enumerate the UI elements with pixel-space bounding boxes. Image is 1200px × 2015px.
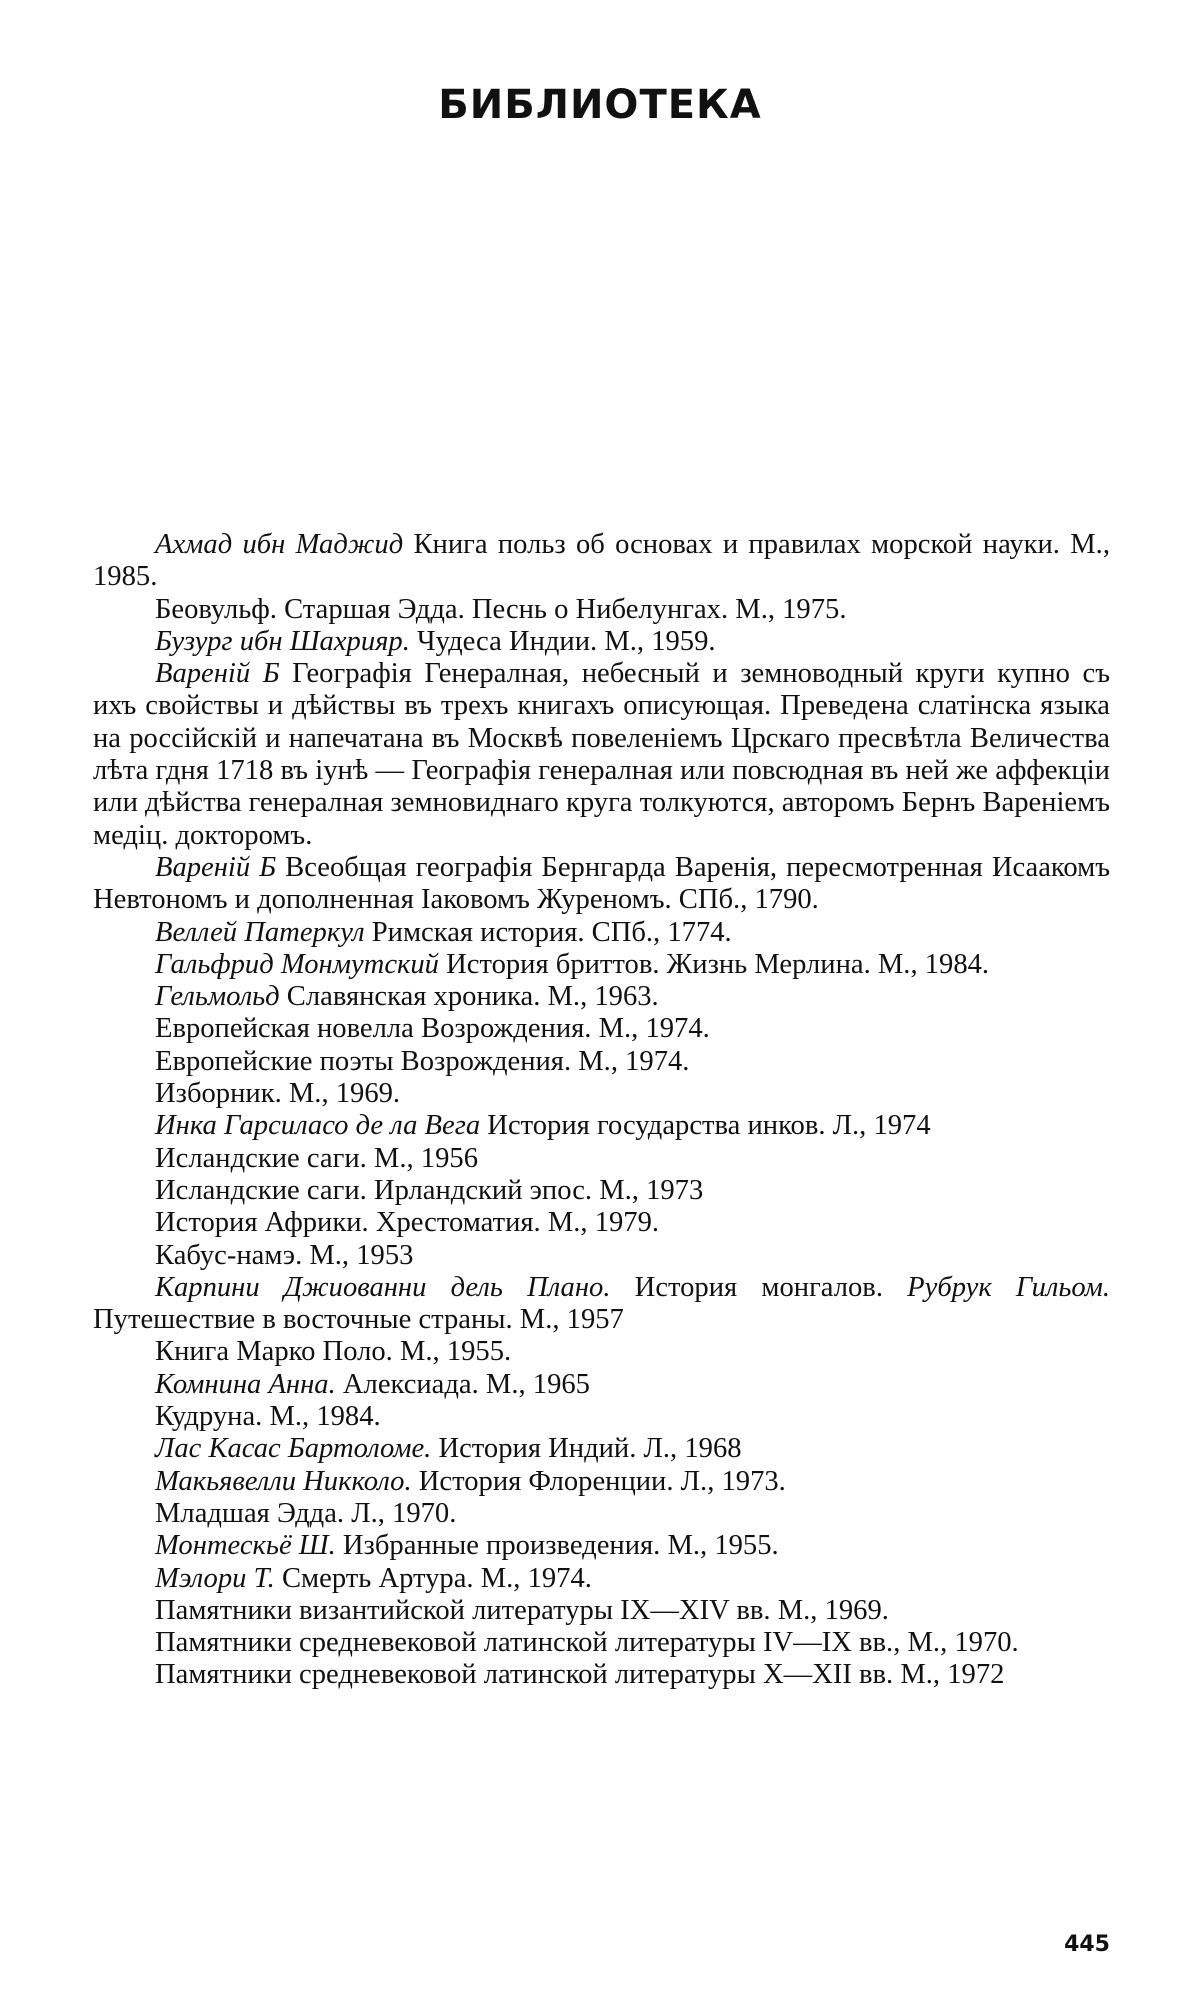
entry-text: Памятники средневековой латинской литературы IV—IX вв., М., 1970. xyxy=(155,1627,1019,1658)
entry-author: Ахмад ибн Маджид xyxy=(155,529,403,560)
bibliography-entry xyxy=(93,1530,1110,1562)
entry-text: Всеобщая географія Бернгарда Варенія, пересмотренная Исаакомъ Невтономъ и дополненная Іаковомъ Журеномъ. СПб., 1790. xyxy=(93,852,1110,915)
entry-text: Исландские саги. М., 1956 xyxy=(155,1143,478,1174)
entry-text: Книга Марко Поло. М., 1955. xyxy=(155,1336,511,1367)
bibliography-entry xyxy=(93,529,1110,594)
entry-text: Смерть Артура. М., 1974. xyxy=(275,1563,592,1594)
bibliography-entry xyxy=(93,1240,1110,1272)
bibliography-entry xyxy=(93,626,1110,658)
bibliography-entry xyxy=(93,1207,1110,1239)
bibliography-entry xyxy=(93,1078,1110,1110)
entry-text: Избранные произведения. М., 1955. xyxy=(336,1530,779,1561)
entry-text: История монгалов. xyxy=(610,1272,907,1303)
entry-author: Вареній Б xyxy=(155,852,276,883)
bibliography-entry xyxy=(93,1013,1110,1045)
entry-text: Книга польз об основах и правилах морской науки. М., 1985. xyxy=(93,529,1110,592)
bibliography-entry xyxy=(93,1272,1110,1337)
entry-text: Памятники византийской литературы IX—XIV вв. М., 1969. xyxy=(155,1595,889,1626)
bibliography-entry xyxy=(93,1143,1110,1175)
bibliography-entry xyxy=(93,1466,1110,1498)
entry-text: История Флоренции. Л., 1973. xyxy=(412,1466,786,1497)
bibliography-entry xyxy=(93,1336,1110,1368)
book-page xyxy=(0,0,1200,2015)
entry-text: Изборник. М., 1969. xyxy=(155,1078,400,1109)
bibliography-entry xyxy=(93,917,1110,949)
bibliography-list xyxy=(93,529,1110,1692)
entry-text: Младшая Эдда. Л., 1970. xyxy=(155,1498,456,1529)
entry-second-author: Рубрук Гильом. xyxy=(907,1272,1110,1303)
entry-text: История бриттов. Жизнь Мерлина. М., 1984. xyxy=(439,949,989,980)
page-number: 445 xyxy=(1064,1932,1110,1957)
bibliography-entry xyxy=(93,1659,1110,1691)
bibliography-entry xyxy=(93,1175,1110,1207)
entry-author: Мэлори Т. xyxy=(155,1563,275,1594)
entry-text: История Африки. Хрестоматия. М., 1979. xyxy=(155,1207,659,1238)
bibliography-entry xyxy=(93,1110,1110,1142)
entry-text: Памятники средневековой латинской литературы X—XII вв. М., 1972 xyxy=(155,1659,1004,1690)
entry-text: Географія Генералная, небесный и земноводный круги купно съ ихъ свойствы и дѣйствы въ трехъ книгахъ описующая. Преведена слатінска языка на россійскій и напечатана въ Москвѣ повеленіемъ Црскаго пресвѣтла Величества лѣта гдня 1718 въ іунѣ — Географія генералная или повсюдная въ ней же аффекціи или дѣйства генералная земновиднаго круга толкуются, авторомъ Бернъ Вареніемъ медіц. докторомъ. xyxy=(93,658,1110,850)
entry-author: Лас Касас Бартоломе. xyxy=(155,1433,431,1464)
entry-text: Европейская новелла Возрождения. М., 1974. xyxy=(155,1013,710,1044)
entry-author: Гальфрид Монмутский xyxy=(155,949,439,980)
bibliography-entry xyxy=(93,1563,1110,1595)
entry-text: Славянская хроника. М., 1963. xyxy=(280,981,659,1012)
entry-author: Вареній Б xyxy=(155,658,280,689)
entry-text: История государства инков. Л., 1974 xyxy=(480,1110,931,1141)
entry-author: Веллей Патеркул xyxy=(155,917,365,948)
bibliography-entry xyxy=(93,949,1110,981)
entry-text: Беовульф. Старшая Эдда. Песнь о Нибелунгах. М., 1975. xyxy=(155,594,846,625)
entry-author: Монтескьё Ш. xyxy=(155,1530,336,1561)
entry-author: Карпини Джиованни дель Плано. xyxy=(155,1272,610,1303)
entry-author: Макьявелли Никколо. xyxy=(155,1466,412,1497)
entry-text: Европейские поэты Возрождения. М., 1974. xyxy=(155,1046,689,1077)
entry-text: Чудеса Индии. М., 1959. xyxy=(410,626,716,657)
bibliography-entry xyxy=(93,594,1110,626)
entry-author: Гельмольд xyxy=(155,981,280,1012)
entry-text: Кудруна. М., 1984. xyxy=(155,1401,381,1432)
entry-second-text: Путешествие в восточные страны. М., 1957 xyxy=(93,1304,624,1335)
entry-author: Комнина Анна. xyxy=(155,1369,336,1400)
bibliography-entry xyxy=(93,981,1110,1013)
bibliography-entry xyxy=(93,658,1110,852)
entry-text: Римская история. СПб., 1774. xyxy=(365,917,732,948)
bibliography-entry xyxy=(93,1046,1110,1078)
entry-text: Исландские саги. Ирландский эпос. М., 1973 xyxy=(155,1175,703,1206)
bibliography-entry xyxy=(93,1595,1110,1627)
bibliography-entry xyxy=(93,1498,1110,1530)
entry-author: Инка Гарсиласо де ла Вега xyxy=(155,1110,480,1141)
page-title: БИБЛИОТЕКА xyxy=(0,82,1200,128)
entry-author: Бузург ибн Шахрияр. xyxy=(155,626,410,657)
bibliography-entry xyxy=(93,1433,1110,1465)
bibliography-entry xyxy=(93,1627,1110,1659)
bibliography-entry xyxy=(93,852,1110,917)
bibliography-entry xyxy=(93,1369,1110,1401)
bibliography-entry xyxy=(93,1401,1110,1433)
entry-text: Алексиада. М., 1965 xyxy=(336,1369,590,1400)
entry-text: История Индий. Л., 1968 xyxy=(431,1433,741,1464)
entry-text: Кабус-намэ. М., 1953 xyxy=(155,1240,413,1271)
